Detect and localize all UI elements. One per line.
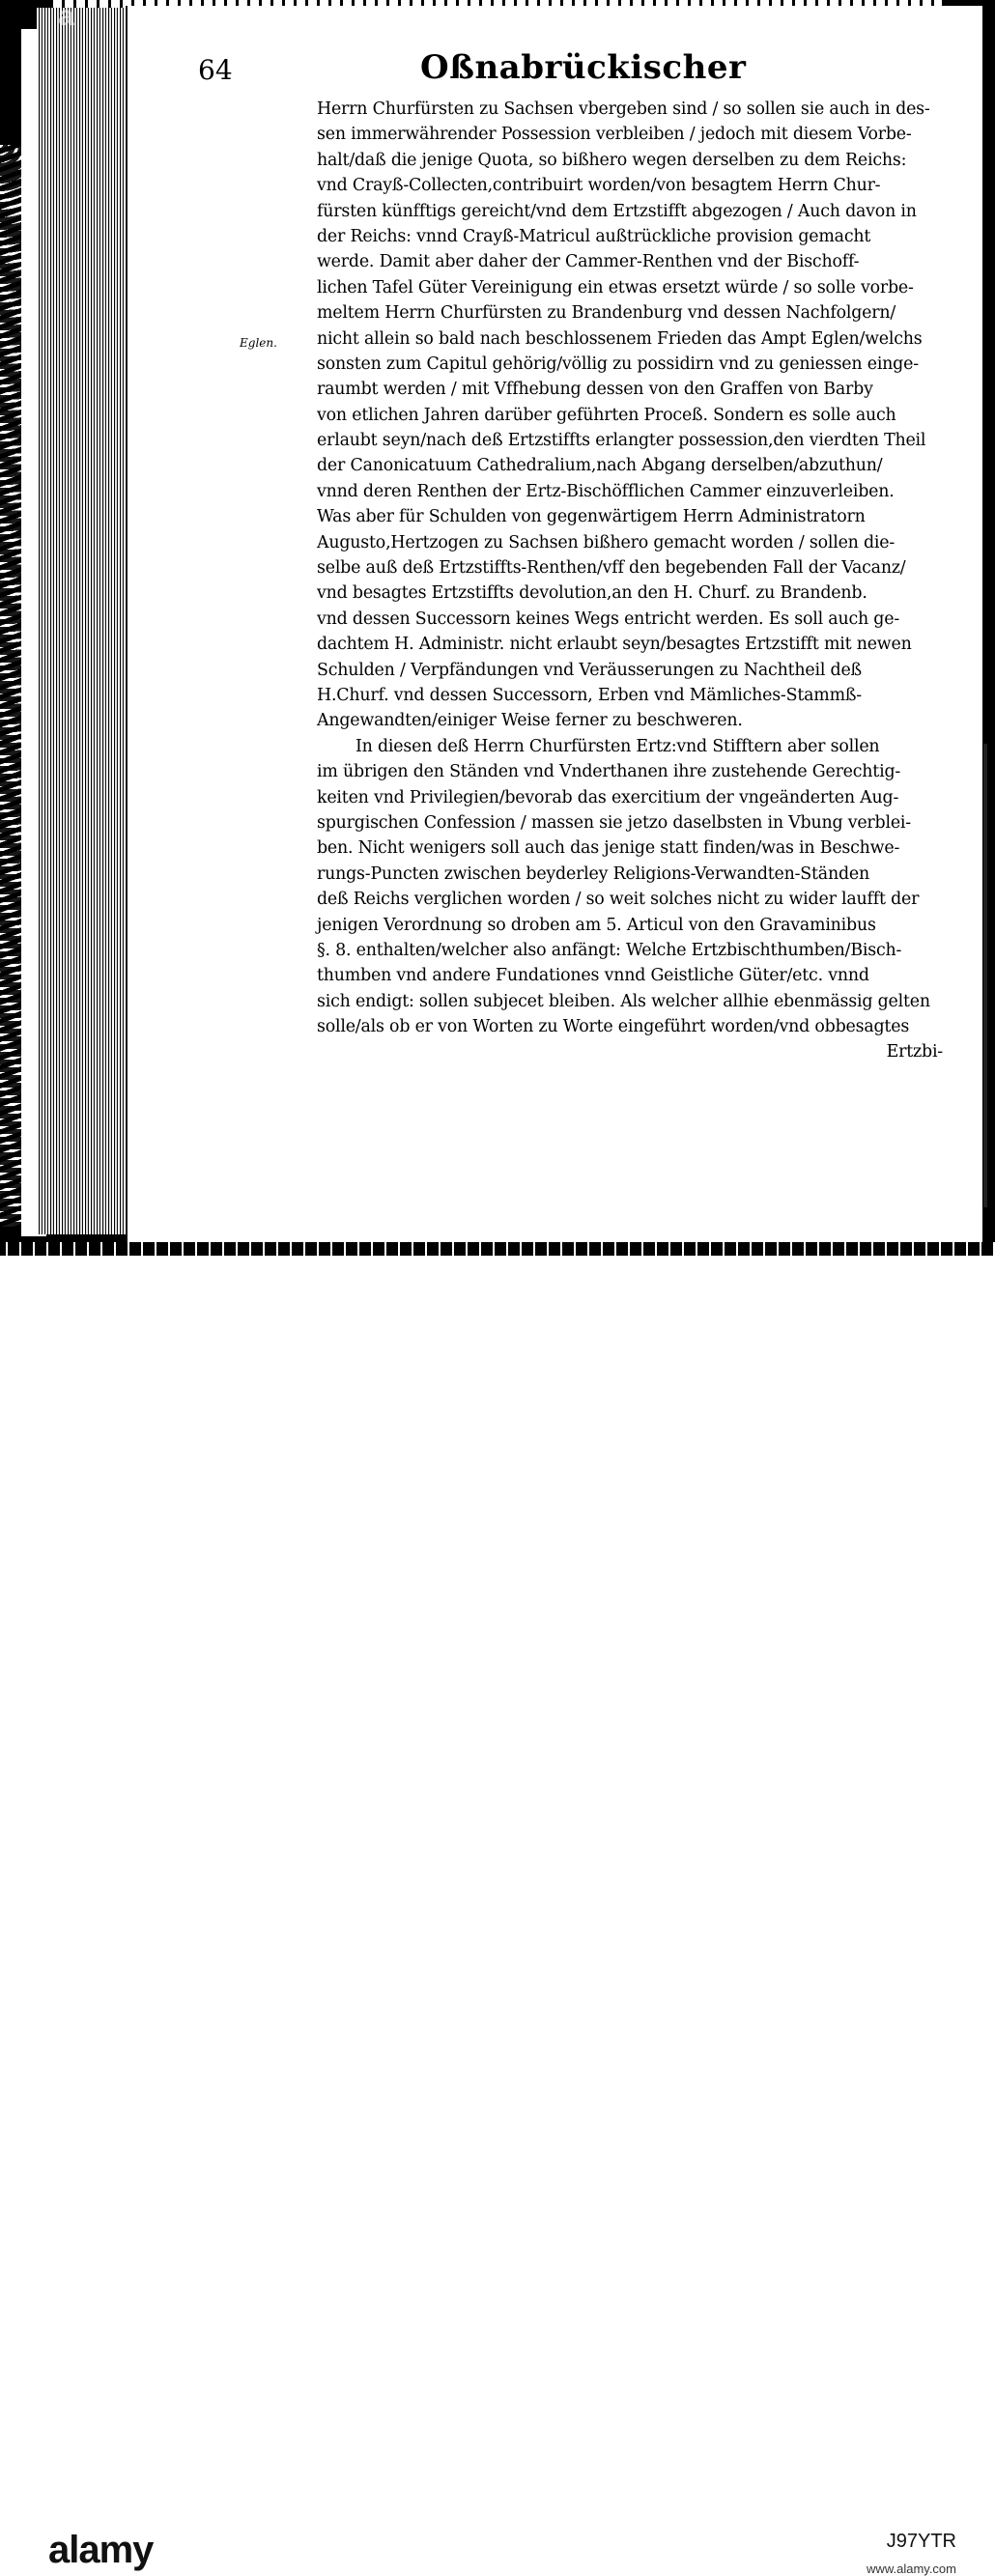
text-line: ben. Nicht wenigers soll auch das jenige statt finden/was in Beschwe- [317,838,900,859]
margin-note: Eglen. [240,336,277,350]
page-number: 64 [198,54,233,86]
watermark-tile: a [923,0,939,32]
text-line: keiten vnd Privilegien/bevorab das exercitium der vngeänderten Aug- [317,787,899,807]
text-line: sonsten zum Capitul gehörig/völlig zu possidirn vnd zu geniessen einge- [317,354,919,374]
text-line: lichen Tafel Güter Vereinigung ein etwas ersetzt würde / so solle vorbe- [317,277,914,297]
brand-logo: alamy [48,2529,154,2571]
text-line: im übrigen den Ständen vnd Vnderthanen ihre zustehende Gerechtig- [317,762,901,782]
running-title: Oßnabrückischer [420,48,747,87]
page-header [198,48,826,95]
text-line: werde. Damit aber daher der Cammer-Renthen vnd der Bischoff- [317,252,860,272]
text-line: dachtem H. Administr. nicht erlaubt seyn/besagtes Ertzstifft mit newen [317,635,912,655]
text-line: jenigen Verordnung so droben am 5. Articul von den Gravaminibus [317,915,876,935]
scanned-book-spread [0,0,995,1256]
page-bottom-edge [0,1242,995,1256]
text-line: von etlichen Jahren darüber geführten Proceß. Sondern es solle auch [317,405,896,425]
text-line: Herrn Churfürsten zu Sachsen vbergeben sind / so sollen sie auch in des- [317,99,930,119]
text-line: H.Churf. vnd dessen Successorn, Erben vnd Mämliches-Stammß- [317,685,862,705]
text-line: Augusto,Hertzogen zu Sachsen bißhero gemacht worden / sollen die- [317,532,896,552]
text-line: rungs-Puncten zwischen beyderley Religions-Verwandten-Ständen [317,863,869,884]
text-line: Schulden / Verpfändungen vnd Veräusserungen zu Nachtheil deß [317,660,862,680]
text-line: vnd dessen Successorn keines Wegs entricht werden. Es soll auch ge- [317,609,900,629]
stock-watermark-bar [0,1256,995,2576]
text-line: sen immerwährender Possession verbleiben / jedoch mit diesem Vorbe- [317,125,912,145]
text-line: deß Reichs verglichen worden / so weit solches nicht zu wider laufft der [317,890,920,910]
text-line: vnd Crayß-Collecten,contribuirt worden/von besagtem Herrn Chur- [317,176,881,196]
image-id: J97YTR [886,2531,956,2552]
text-line: In diesen deß Herrn Churfürsten Ertz:vnd Stifftern aber sollen [355,736,880,756]
page-fore-edge [37,8,128,1234]
text-line: meltem Herrn Churfürsten zu Brandenburg vnd dessen Nachfolgern/ [317,303,896,324]
catchword: Ertzbi- [886,1042,943,1062]
text-line: §. 8. enthalten/welcher also anfängt: Welche Ertzbischthumben/Bisch- [317,940,902,960]
site-url: www.alamy.com [867,2562,956,2576]
text-line: der Reichs: vnnd Crayß-Matricul außtrückliche provision gemacht [317,226,871,246]
right-margin-shadow [983,744,987,1207]
text-line: vnd besagtes Ertzstiffts devolution,an den H. Churf. zu Brandenb. [317,583,867,604]
text-line: thumben vnd andere Fundationes vnnd Geistliche Güter/etc. vnnd [317,966,869,986]
text-line: fürsten künfftigs gereicht/vnd dem Ertzstifft abgezogen / Auch davon in [317,201,917,221]
text-line: der Canonicatuum Cathedralium,nach Abgang derselben/abzuthun/ [317,456,883,476]
text-line: selbe auß deß Ertzstiffts-Renthen/vff den begebenden Fall der Vacanz/ [317,558,906,579]
text-line: raumbt werden / mit Vffhebung dessen von den Graffen von Barby [317,380,873,400]
text-line: Was aber für Schulden von gegenwärtigem Herrn Administratorn [317,507,866,527]
text-line: nicht allein so bald nach beschlossenem Frieden das Ampt Eglen/welchs [317,328,923,349]
text-line: Angewandten/einiger Weise ferner zu beschweren. [317,711,743,731]
text-line: solle/als ob er von Worten zu Worte eingeführt worden/vnd obbesagtes [317,1017,910,1037]
text-line: vnnd deren Renthen der Ertz-Bischöfflichen Cammer einzuverleiben. [317,481,895,501]
watermark-tile: a [58,0,74,32]
body-text [317,97,954,1065]
text-line: halt/daß die jenige Quota, so bißhero wegen derselben zu dem Reichs: [317,150,907,170]
text-line: sich endigt: sollen subjecet bleiben. Als welcher allhie ebenmässig gelten [317,991,930,1011]
text-line: spurgischen Confession / massen sie jetzo daselbsten in Vbung verblei- [317,812,911,833]
text-line: erlaubt seyn/nach deß Ertzstiffts erlangter possession,den vierdten Theil [317,431,926,451]
